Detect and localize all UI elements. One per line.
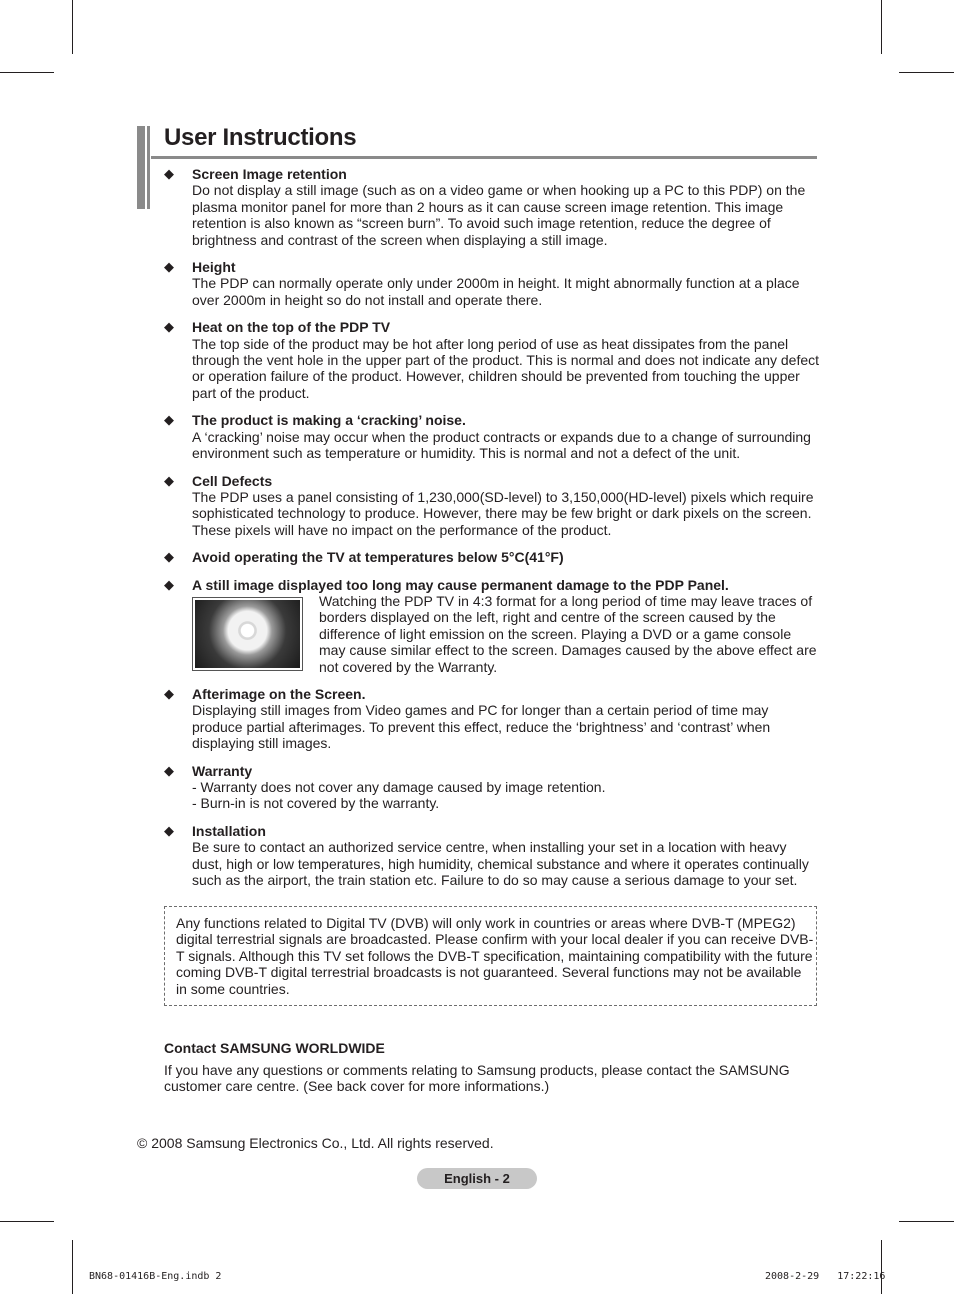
flower-screen-image <box>192 597 303 671</box>
item-heading: Height <box>192 259 236 276</box>
diamond-bullet-icon: ◆ <box>164 822 174 838</box>
list-item <box>164 686 820 752</box>
crop-mark <box>881 0 882 54</box>
list-item <box>164 473 820 539</box>
diamond-bullet-icon: ◆ <box>164 472 174 488</box>
crop-mark <box>899 72 954 73</box>
item-body: Be sure to contact an authorized service centre, when installing your set in a location with heavy dust, high or low temperatures, high humidity, chemical substance and where it operates continually such as the airport, the train station etc. Failure to do so may cause a serious damage to your set. <box>192 839 809 889</box>
item-body: - Warranty does not cover any damage caused by image retention. <box>192 779 606 795</box>
diamond-bullet-icon: ◆ <box>164 259 174 275</box>
crop-mark <box>0 72 54 73</box>
print-datetime: 2008-2-29 17:22:16 <box>765 1271 886 1282</box>
list-item <box>164 823 820 889</box>
crop-mark <box>881 1240 882 1294</box>
diamond-bullet-icon: ◆ <box>164 166 174 181</box>
diamond-bullet-icon: ◆ <box>164 576 174 592</box>
item-body: A ‘cracking’ noise may occur when the product contracts or expands due to a change of surrounding environment such as temperature or humidity. This is normal and not a defect of the unit. <box>192 428 811 462</box>
list-item <box>164 577 820 675</box>
item-body: Displaying still images from Video games and PC for longer than a certain period of time may produce partial afterimages. To prevent this effect, reduce the ‘brightness’ and ‘contrast’ when displaying still images. <box>192 702 771 752</box>
copyright-text: © 2008 Samsung Electronics Co., Ltd. All rights reserved. <box>137 1135 494 1151</box>
item-heading: Warranty <box>192 762 253 779</box>
item-body: Do not display a still image (such as on a video game or when hooking up a PC to this PDP) on the plasma monitor panel for more than 2 hours as it can cause screen image retention. This image retention is also known as “screen burn”. To avoid such image retention, reduce the degree of brightness and contrast of the screen when displaying a still image. <box>192 182 806 248</box>
item-heading: Heat on the top of the PDP TV <box>192 319 391 336</box>
item-body: The PDP uses a panel consisting of 1,230,000(SD-level) to 3,150,000(HD-level) pixels which require sophisticated technology to produce. However, there may be few bright or dark pixels on the screen. These pixels will have no impact on the performance of the product. <box>192 488 814 538</box>
contact-heading: Contact SAMSUNG WORLDWIDE <box>164 1040 385 1056</box>
crop-mark <box>72 1240 73 1294</box>
item-heading: Installation <box>192 822 266 839</box>
item-heading: A still image displayed too long may cause permanent damage to the PDP Panel. <box>192 576 729 593</box>
list-item <box>164 166 820 248</box>
crop-mark <box>72 0 73 54</box>
list-item <box>164 549 820 565</box>
page-title: User Instructions <box>164 124 357 151</box>
list-item <box>164 763 820 812</box>
crop-mark <box>0 1221 54 1222</box>
item-heading: Screen Image retention <box>192 166 347 182</box>
instruction-list <box>164 166 820 899</box>
item-heading: Afterimage on the Screen. <box>192 685 366 702</box>
contact-body: If you have any questions or comments relating to Samsung products, please contact the SAMSUNG customer care centre. (See back cover for more informations.) <box>164 1062 790 1095</box>
list-item <box>164 259 820 308</box>
title-accent-bar <box>137 126 151 209</box>
item-heading: Cell Defects <box>192 472 273 489</box>
item-body: The top side of the product may be hot after long period of use as heat dissipates from the panel through the vent hole in the upper part of the product. This is normal and does not indicate any defect or operation failure of the product. However, children should be prevented from touching the upper part of the product. <box>192 335 820 401</box>
diamond-bullet-icon: ◆ <box>164 549 174 565</box>
list-item <box>164 412 820 461</box>
diamond-bullet-icon: ◆ <box>164 762 174 778</box>
diamond-bullet-icon: ◆ <box>164 412 174 428</box>
item-body: Watching the PDP TV in 4:3 format for a long period of time may leave traces of borders displayed on the left, right and centre of the screen caused by the difference of light emission on the screen. Playing a DVD or a game console may cause similar effect to the screen. Damages caused by the above effect are not covered by the Warranty. <box>319 592 817 675</box>
item-body: The PDP can normally operate only under 2000m in height. It might abnormally function at a place over 2000m in height so do not install and operate there. <box>192 275 800 308</box>
diamond-bullet-icon: ◆ <box>164 685 174 701</box>
item-heading: Avoid operating the TV at temperatures below 5°C(41°F) <box>192 549 564 566</box>
dvb-notice-box: Any functions related to Digital TV (DVB) will only work in countries or areas where DVB-T (MPEG2) digital terrestrial signals are broadcasted. Please confirm with your local dealer if you can receive DVB-T signals. Although this TV set follows the DVB-T specification, maintaining compatibility with the future coming DVB-T digital terrestrial broadcasts is not guaranteed. Several functions may not be available in some countries. <box>164 906 817 1006</box>
crop-mark <box>899 1221 954 1222</box>
page-number-badge: English - 2 <box>417 1168 537 1189</box>
list-item <box>164 319 820 401</box>
print-file-info: BN68-01416B-Eng.indb 2 <box>89 1271 222 1282</box>
diamond-bullet-icon: ◆ <box>164 319 174 335</box>
title-underline <box>151 156 817 159</box>
item-body: - Burn-in is not covered by the warranty. <box>192 795 440 812</box>
item-heading: The product is making a ‘cracking’ noise. <box>192 412 466 429</box>
